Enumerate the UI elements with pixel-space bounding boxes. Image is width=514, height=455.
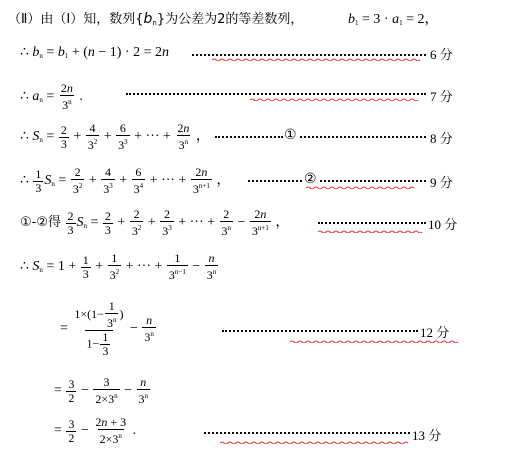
equation-tag-2: ② — [304, 172, 317, 187]
seq-brace-close: } — [156, 12, 166, 27]
step-1-formula: ∴ $b_n = b_1 + (n - 1) \cdot 2 = 2n$ — [20, 45, 170, 60]
score-step-1: 6 分 — [430, 47, 453, 62]
step-5-formula: ①-②得 $\frac{2}{3}$ $S_n$ = $\frac{2}{3}$ + $\frac{2}{3^2}$ + $\frac{2}{3^3}$ + ··· + $\frac{2}{3^n}$ − $\frac{2n}{3^{n+1}}$ ， — [20, 207, 290, 238]
seq-brace-open: { — [135, 12, 144, 27]
step-4-formula: ∴ $\frac{1}{3}$ $S_n$ = $\frac{2}{3^2}$ + $\frac{4}{3^3}$ + $\frac{6}{3^4}$ + ··· + $\frac{2n}{3^{n+1}}$ ， — [20, 165, 231, 196]
leader-dots-3b — [300, 136, 426, 138]
therefore-symbol: ∴ — [20, 45, 29, 60]
header-line — [8, 8, 303, 27]
leader-dots-1 — [192, 54, 426, 56]
seq-name: b — [143, 11, 153, 27]
leader-dots-3a — [215, 136, 283, 138]
score-step-2: 7 分 — [430, 89, 453, 104]
wavy-underline-1 — [212, 58, 420, 61]
step-8-formula: = $\frac{3}{2}$ − $\frac{3}{2\times 3^n}$ − $\frac{n}{3^n}$ — [54, 375, 148, 406]
score-step-4: 9 分 — [430, 175, 453, 190]
score-step-5: 10 分 — [428, 217, 458, 232]
therefore-symbol: ∴ — [20, 89, 29, 105]
step-2-formula: ∴ $a_n$ = $\frac{2n}{3^n}$ . — [20, 81, 83, 112]
period: . — [79, 89, 83, 105]
therefore-symbol: ∴ — [20, 129, 29, 145]
header-part: （Ⅱ）由（Ⅰ）知，数列 — [8, 12, 136, 27]
subtract-label: ①-②得 — [20, 215, 61, 231]
therefore-symbol: ∴ — [20, 259, 29, 275]
period: . — [132, 423, 137, 439]
header-diff: 2 — [217, 12, 226, 27]
score-step-3: 8 分 — [430, 131, 453, 146]
header-desc: 为公差为 — [165, 12, 218, 27]
leader-dots-9 — [204, 432, 410, 434]
seq-sub: n — [152, 19, 157, 27]
leader-dots-4a — [248, 180, 302, 182]
wavy-underline-9 — [220, 441, 410, 444]
step-3-formula: ∴ $S_n$ = $\frac{2}{3}$ + $\frac{4}{3^2}$ + $\frac{6}{3^3}$ + ··· + $\frac{2n}{3^n}$ ， — [20, 121, 210, 152]
leader-dots-7 — [222, 330, 418, 332]
therefore-symbol: ∴ — [20, 173, 29, 189]
score-step-7: 12 分 — [420, 325, 450, 340]
header-init: $b_1 = 3 \cdot a_1 = 2$， — [348, 12, 439, 27]
leader-dots-2 — [126, 93, 426, 95]
header-desc2: 的等差数列， — [225, 12, 304, 27]
step-9-formula: = $\frac{3}{2}$ − $\frac{2n + 3}{2\times 3^n}$ . — [54, 415, 137, 446]
wavy-underline-2 — [250, 98, 420, 101]
step-7-formula: = 1×(1− $\frac{1}{3^n}$ ) 1− $\frac{1}{3}$ − $\frac{n}{3^n}$ — [60, 299, 154, 358]
wavy-underline-4 — [306, 186, 416, 189]
wavy-underline-5 — [318, 230, 424, 233]
score-step-9: 13 分 — [412, 428, 442, 443]
step-6-formula: ∴ $S_n = 1$ + $\frac{1}{3}$ + $\frac{1}{3^2}$ + ··· + $\frac{1}{3^{n-1}}$ − $\frac{n}{3^n}$ — [20, 251, 217, 282]
leader-dots-4b — [320, 180, 426, 182]
equation-tag-1: ① — [284, 128, 297, 143]
leader-dots-5 — [318, 222, 426, 224]
